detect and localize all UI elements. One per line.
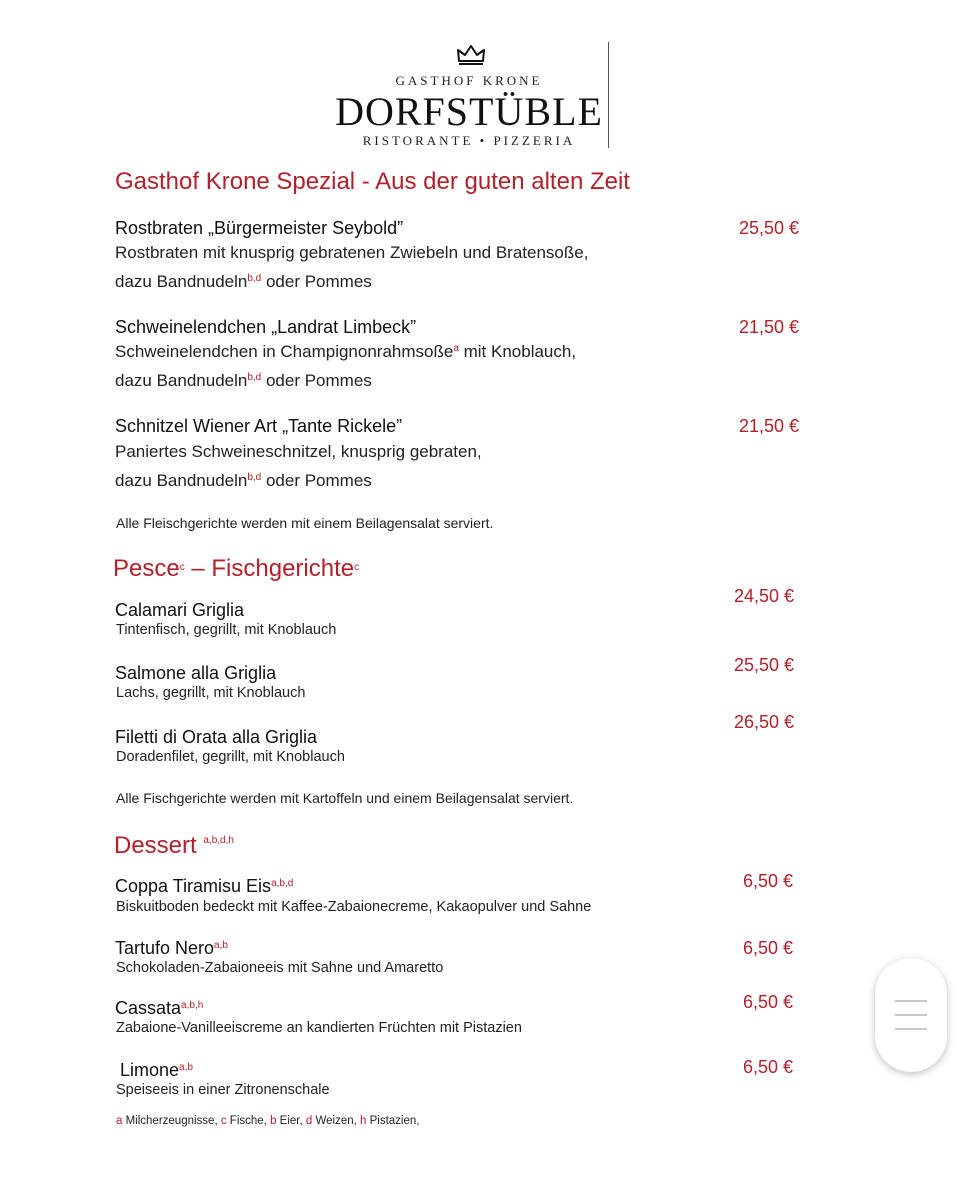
dish-name: Filetti di Orata alla Griglia — [115, 727, 318, 747]
dish-name: Cassata$^{a,b,h}$ — [115, 998, 204, 1018]
logo-sub-line: RISTORANTE • PIZZERIA — [362, 133, 576, 148]
section-title-pesce: Pesce$^c$ – Fischgerichte$^c$ — [113, 555, 360, 582]
logo-divider — [608, 42, 609, 148]
allergen-sup: a — [453, 343, 459, 354]
crown-icon — [456, 44, 486, 66]
legend-key: c — [220, 1115, 227, 1127]
dish-description: dazu Bandnudeln$^{b,d}$ oder Pommes — [115, 471, 372, 490]
dish-description: Doradenfilet, gegrillt, mit Knoblauch — [116, 749, 345, 765]
allergen-sup: a,b — [179, 1062, 193, 1073]
dish-name: Coppa Tiramisu Eis$^{a,b,d}$ — [115, 876, 294, 896]
legend-text: Milcherzeugnisse, — [122, 1115, 221, 1127]
dish-price: 6,50 € — [743, 871, 794, 891]
allergen-sup: b,d — [247, 472, 262, 483]
dish-name: Schnitzel Wiener Art „Tante Rickele” — [115, 416, 403, 436]
dish-description: Tintenfisch, gegrillt, mit Knoblauch — [116, 622, 337, 638]
dish-description: Lachs, gegrillt, mit Knoblauch — [116, 685, 306, 701]
restaurant-logo — [330, 40, 610, 152]
dish-price: 6,50 € — [743, 992, 794, 1012]
allergen-sup: a,b,h — [181, 1000, 204, 1011]
allergen-sup: b,d — [247, 372, 262, 383]
dish-price: 21,50 € — [739, 317, 800, 337]
allergen-sup: c — [354, 562, 360, 573]
dish-name: Rostbraten „Bürgermeister Seybold” — [115, 218, 404, 238]
dish-name: Tartufo Nero$^{a,b}$ — [115, 938, 228, 958]
dish-price: 26,50 € — [734, 712, 795, 732]
allergen-legend — [116, 1115, 419, 1127]
dish-name: Schweinelendchen „Landrat Limbeck” — [115, 317, 417, 337]
legend-key: a — [116, 1115, 123, 1127]
dish-name: Salmone alla Griglia — [115, 663, 277, 683]
legend-key: h — [360, 1115, 367, 1127]
dish-description: Zabaione-Vanilleeiscreme an kandierten Früchten mit Pistazien — [116, 1020, 522, 1036]
legend-text: Pistazien, — [366, 1115, 420, 1127]
dish-description: Schokoladen-Zabaioneeis mit Sahne und Amaretto — [116, 960, 444, 976]
dish-price: 24,50 € — [734, 586, 795, 606]
dish-description: Paniertes Schweineschnitzel, knusprig gebraten, — [115, 442, 482, 461]
dish-price: 25,50 € — [739, 218, 800, 238]
legend-text: Weizen, — [312, 1115, 361, 1127]
legend-key: b — [270, 1115, 277, 1127]
dish-description: Schweinelendchen in Champignonrahmsoße$^a$ mit Knoblauch, — [115, 342, 577, 361]
dish-description: dazu Bandnudeln$^{b,d}$ oder Pommes — [115, 371, 372, 390]
legend-text: Fische, — [226, 1115, 271, 1127]
legend-text: Eier, — [276, 1115, 306, 1127]
section-note: Alle Fleischgerichte werden mit einem Beilagensalat serviert. — [116, 515, 494, 531]
allergen-sup: a,b,d — [271, 878, 294, 889]
floating-menu-button[interactable] — [875, 958, 947, 1072]
logo-main-text: DORFSTÜBLE — [335, 89, 603, 134]
logo-top-line: GASTHOF KRONE — [395, 73, 543, 88]
dish-price: 6,50 € — [743, 1057, 794, 1077]
dish-description: Rostbraten mit knusprig gebratenen Zwiebeln und Bratensoße, — [115, 243, 589, 262]
allergen-sup: a,b — [214, 940, 228, 951]
dish-description: dazu Bandnudeln$^{b,d}$ oder Pommes — [115, 272, 372, 291]
section-note: Alle Fischgerichte werden mit Kartoffeln und einem Beilagensalat serviert. — [116, 790, 574, 806]
section-title-spezial: Gasthof Krone Spezial - Aus der guten alten Zeit — [115, 168, 630, 195]
allergen-sup: b,d — [247, 273, 262, 284]
allergen-sup: c — [179, 562, 185, 573]
allergen-sup: a,b,d,h — [203, 835, 234, 846]
dish-name: Calamari Griglia — [115, 600, 245, 620]
legend-key: d — [305, 1115, 313, 1127]
section-title-dessert: Dessert $^{a,b,d,h}$ — [114, 832, 234, 859]
dish-price: 6,50 € — [743, 938, 794, 958]
dish-name: Limone$^{a,b}$ — [120, 1060, 193, 1080]
dish-price: 21,50 € — [739, 416, 800, 436]
dish-description: Speiseeis in einer Zitronenschale — [116, 1082, 330, 1098]
dish-price: 25,50 € — [734, 655, 795, 675]
dish-description: Biskuitboden bedeckt mit Kaffee-Zabaionecreme, Kakaopulver und Sahne — [116, 899, 592, 915]
